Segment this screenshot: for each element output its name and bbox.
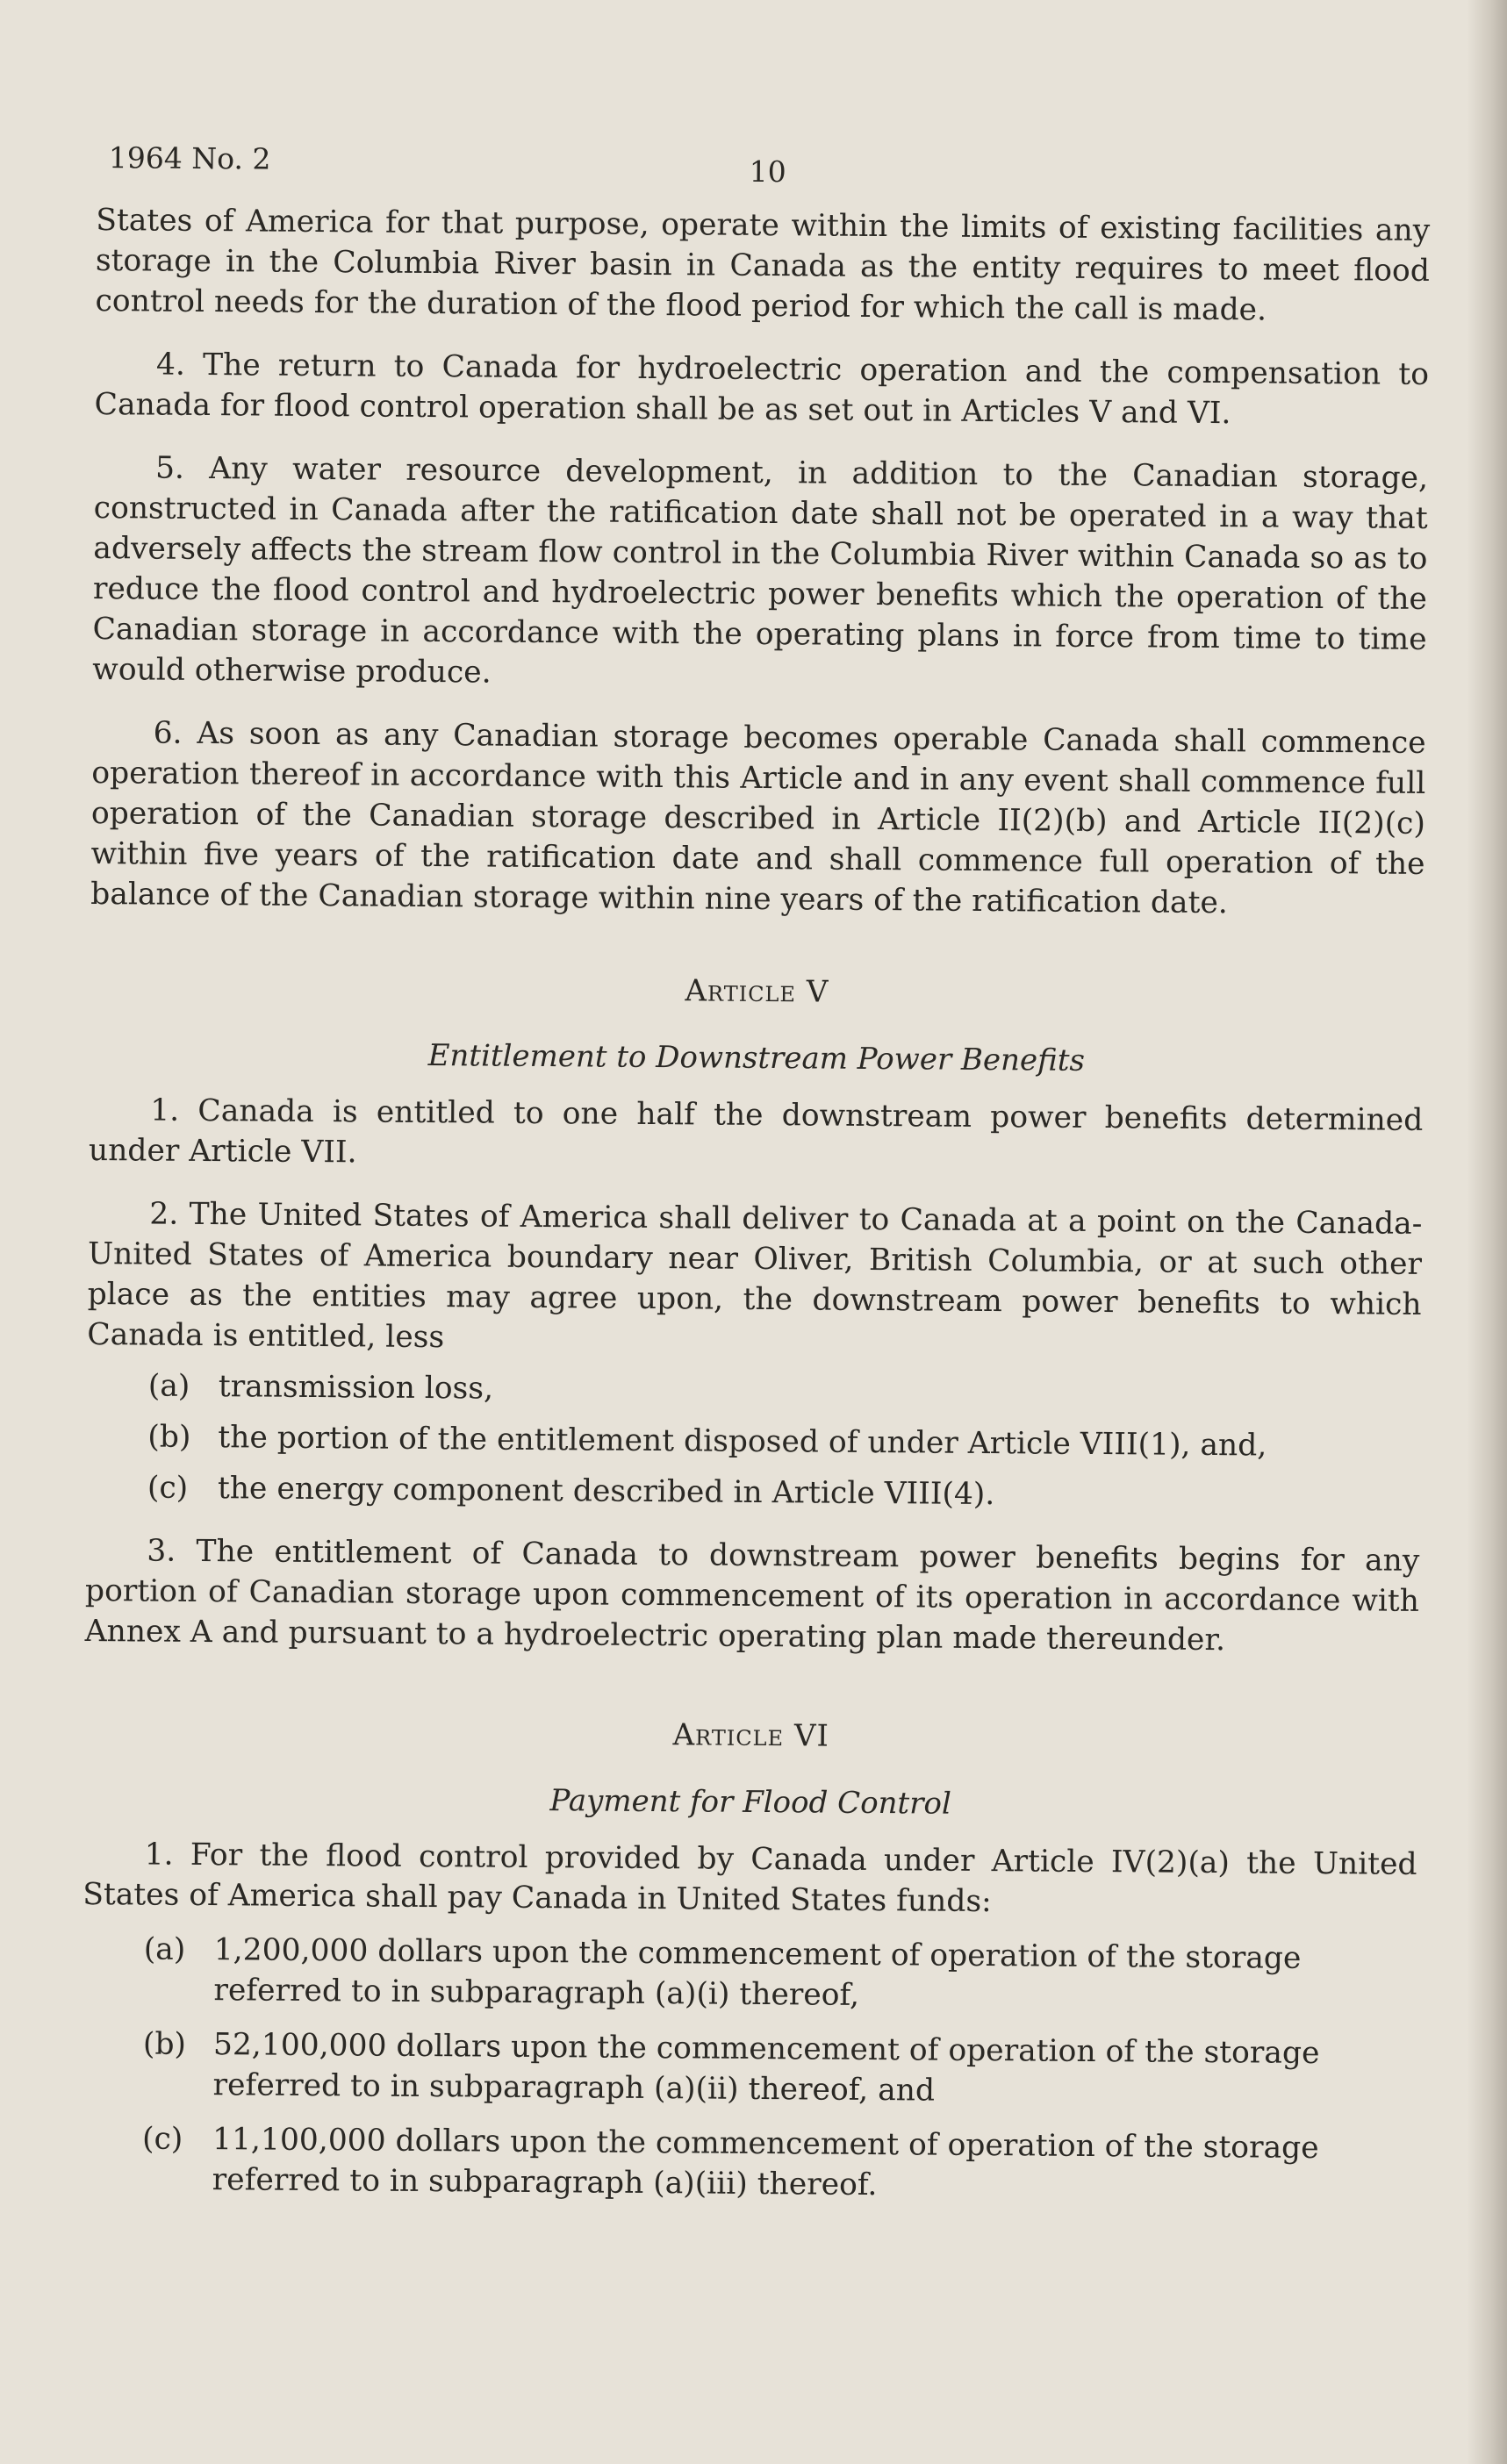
article-v-item-a	[87, 1365, 1421, 1416]
article-v-paragraph-2: 2. The United States of America shall deliver to Canada at a point on the Canada-United States of America boundary near Oliver, British Columbia, or at such other place as the entities may agree upon, the downstream power benefits to which Canada is entitled, less	[87, 1196, 1423, 1356]
article-vi-title: Payment for Flood Control	[549, 1783, 951, 1822]
item-text: the portion of the entitlement disposed of under Article VIII(1), and,	[218, 1420, 1267, 1464]
item-text: 52,100,000 dollars upon the commencement of operation of the storage referred to in subparagraph (a)(ii) thereof, and	[212, 2027, 1320, 2109]
item-text: transmission loss,	[218, 1369, 494, 1407]
item-label: (b)	[147, 1419, 191, 1455]
article-vi-heading: Article VI	[672, 1717, 830, 1754]
paragraph-5: 5. Any water resource development, in addition to the Canadian storage, constructed in Canada after the ratification date shall not be operated in a way that adversely affects the stream flow control in the Columbia River within Canada so as to reduce the flood control and hydroelectric power benefits which the operation of the Canadian storage in accordance with the operating plans in force from time to time would otherwise produce.	[92, 450, 1429, 691]
item-label: (a)	[147, 1368, 190, 1404]
page-content	[81, 140, 1431, 2210]
article-v-title: Entitlement to Downstream Power Benefits	[427, 1037, 1086, 1078]
article-v-paragraph-1: 1. Canada is entitled to one half the downstream power benefits determined under Article VII.	[88, 1092, 1424, 1171]
article-vi-item-b	[81, 2023, 1416, 2115]
page-edge-shadow	[1467, 0, 1507, 2464]
article-vi-item-a	[82, 1929, 1417, 2020]
item-text: the energy component described in Article VIII(4).	[217, 1471, 995, 1513]
page-number: 10	[749, 154, 786, 190]
article-vi-item-c	[81, 2118, 1416, 2210]
item-label: (a)	[143, 1931, 186, 1967]
article-v-heading: Article V	[685, 973, 829, 1010]
item-label: (b)	[142, 2026, 187, 2062]
article-vi-paragraph-1: 1. For the flood control provided by Canada under Article IV(2)(a) the United States of America shall pay Canada in United States funds:	[83, 1837, 1417, 1920]
paragraph-continued: States of America for that purpose, operate within the limits of existing facilities any storage in the Columbia River basin in Canada as the entity requires to meet flood control needs for the duration of the flood period for which the call is made.	[95, 202, 1431, 328]
article-v-item-b	[86, 1416, 1420, 1467]
article-v-paragraph-3: 3. The entitlement of Canada to downstream power benefits begins for any portion of Canadian storage upon commencement of its operation in accordance with Annex A and pursuant to a hydroelectric operating plan made thereunder.	[84, 1533, 1420, 1658]
item-label: (c)	[147, 1470, 189, 1506]
page-header	[97, 140, 1431, 204]
paragraph-6: 6. As soon as any Canadian storage becomes operable Canada shall commence operation thereof in accordance with this Article and in any event shall commence full operation of the Canadian storage described in Article II(2)(b) and Article II(2)(c) within five years of the ratification date and shall commence full operation of the balance of the Canadian storage within nine years of the ratification date.	[90, 715, 1426, 921]
paragraph-4: 4. The return to Canada for hydroelectric operation and the compensation to Canada for flood control operation shall be as set out in Articles V and VI.	[94, 347, 1430, 432]
item-text: 11,100,000 dollars upon the commencement of operation of the storage referred to in subparagraph (a)(iii) thereof.	[212, 2122, 1319, 2203]
item-text: 1,200,000 dollars upon the commencement of operation of the storage referred to in subparagraph (a)(i) thereof,	[213, 1932, 1302, 2013]
item-label: (c)	[141, 2121, 183, 2157]
header-citation: 1964 No. 2	[108, 140, 271, 176]
article-v-item-c	[86, 1467, 1420, 1518]
